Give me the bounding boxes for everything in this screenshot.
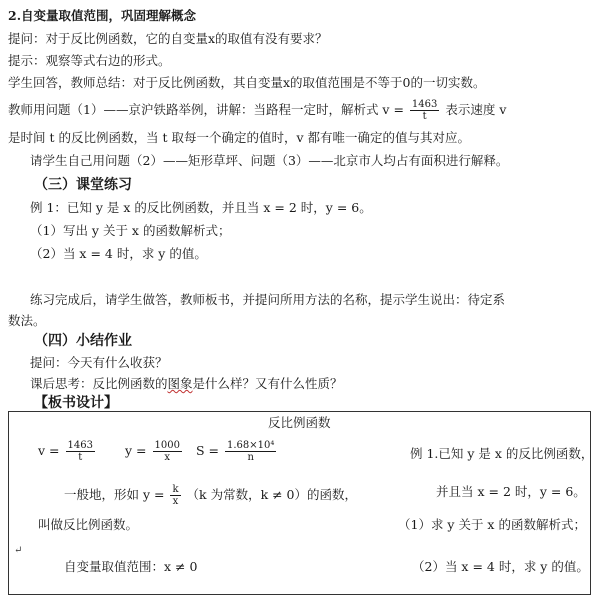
f1-fraction (66, 440, 95, 463)
general-num: k (172, 484, 179, 495)
board-formula-2 (125, 440, 184, 463)
board-formula-1 (38, 440, 97, 463)
f2-fraction (153, 440, 182, 463)
section2-hint: 提示：观察等式右边的形式。 (8, 53, 171, 68)
q23-line: 请学生自己用问题（2）——矩形草坪、问题（3）——北京市人均占有面积进行解释。 (30, 153, 509, 168)
section4-heading: （四）小结作业 (34, 333, 132, 349)
q1-num: 1463 (411, 99, 438, 110)
f3-fraction (225, 440, 276, 463)
board-domain: 自变量取值范围：x ≠ 0 (64, 559, 198, 574)
section4-ask: 提问：今天有什么收获？ (30, 355, 168, 370)
board-formula-3 (196, 440, 278, 463)
q1-fraction (410, 99, 439, 122)
board-called: 叫做反比例函数。 (38, 517, 139, 532)
after-practice-1: 练习完成后，请学生做答，教师板书，并提问所用方法的名称，提示学生说出：待定系 (30, 292, 506, 307)
general-fraction (170, 484, 180, 507)
f2-lhs: y = (125, 443, 147, 458)
board-example-sub2: （2）当 x = 4 时，求 y 的值。 (412, 559, 589, 574)
q1-den: t (422, 111, 427, 122)
q1-pre: 教师用问题（1）——京沪铁路举例，讲解：当路程一定时，解析式 v = (8, 102, 404, 117)
board-heading: 【板书设计】 (34, 395, 118, 411)
section2-answer: 学生回答，教师总结：对于反比例函数，其自变量x的取值范围是不等于0的一切实数。 (8, 75, 486, 90)
general-post: （k 为常数，k ≠ 0）的函数， (186, 487, 358, 502)
think-post: 是什么样？又有什么性质？ (192, 376, 343, 391)
f3-den: n (247, 452, 254, 463)
f2-den: x (164, 452, 171, 463)
example1-sub1: （1）写出 y 关于 x 的函数解析式； (30, 223, 231, 238)
section2-title: 2.自变量取值范围，巩固理解概念 (8, 8, 197, 23)
board-example-sub1: （1）求 y 关于 x 的函数解析式； (398, 517, 586, 532)
q1-line (8, 99, 506, 122)
f1-lhs: v = (38, 443, 60, 458)
general-den: x (172, 496, 179, 507)
f1-den: t (78, 452, 83, 463)
board-example-2: 并且当 x = 2 时，y = 6。 (436, 484, 586, 499)
board-general-form (64, 484, 357, 507)
example1-sub2: （2）当 x = 4 时，求 y 的值。 (30, 246, 207, 261)
board-example-1: 例 1.已知 y 是 x 的反比例函数， (410, 446, 594, 461)
example1: 例 1：已知 y 是 x 的反比例函数，并且当 x = 2 时，y = 6。 (30, 200, 372, 215)
section2-ask: 提问：对于反比例函数，它的自变量x的取值有没有要求？ (8, 31, 328, 46)
think-mark: 图象 (167, 376, 193, 391)
f1-num: 1463 (67, 440, 93, 451)
section3-heading: （三）课堂练习 (34, 177, 132, 193)
f3-num: 1.68×10⁴ (227, 440, 275, 451)
f2-num: 1000 (154, 440, 180, 451)
f3-lhs: S = (196, 443, 220, 458)
board-title: 反比例函数 (268, 415, 331, 430)
after-practice-2: 数法。 (8, 313, 46, 328)
section4-think (30, 376, 343, 392)
q1-post: 表示速度 v (445, 102, 507, 117)
paragraph-mark-icon: ↵ (14, 545, 23, 556)
q1-line2: 是时间 t 的反比例函数，当 t 取每一个确定的值时，v 都有唯一确定的值与其对应。 (8, 130, 470, 145)
think-pre: 课后思考：反比例函数的 (30, 376, 168, 391)
general-pre: 一般地，形如 y = (64, 487, 165, 502)
